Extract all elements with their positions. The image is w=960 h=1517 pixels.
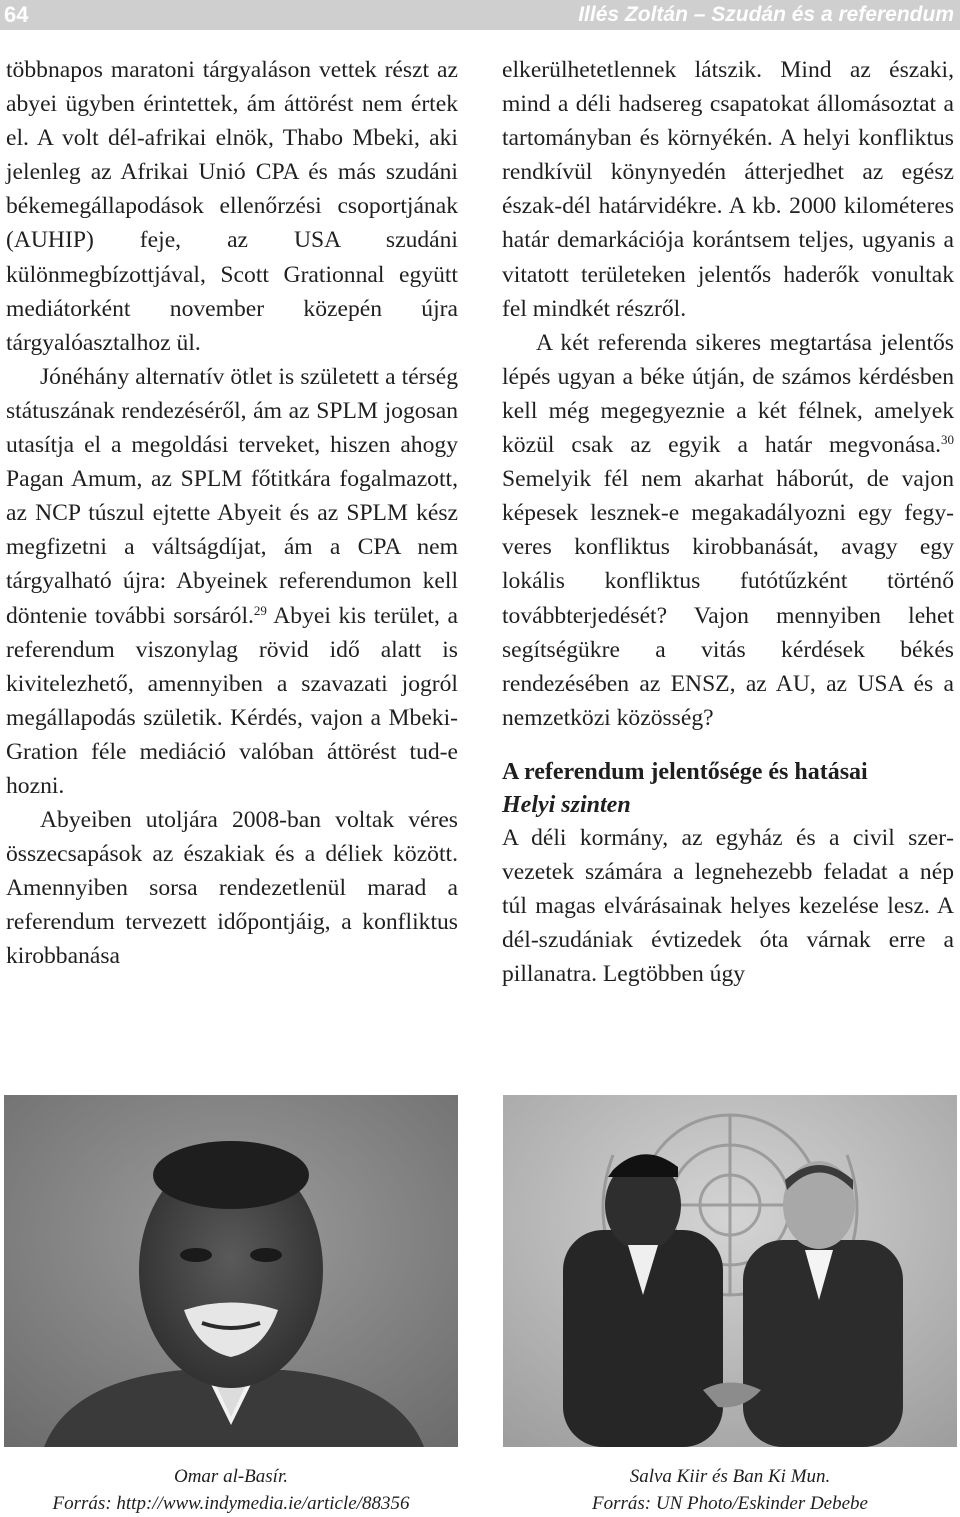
running-header [0,0,960,30]
paragraph: Jónéhány alternatív ötlet is született a térség státuszának rendezéséről, ám az SPLM jogosan utasítja el a megoldási terveket, hiszen ahogy Pagan Amum, az SPLM főtitkára fogalmazott, az NCP túszul ejtette Abyeit és az SPLM kész megfizetni a váltságdíjat, ám a CPA nem tárgyalható újra: Abyeinek referendumon kell döntenie további sorsáról.$^{29}$ Abyei kis terület, a referendum viszonylag rövid idő alatt is kivitelezhető, amennyiben a szavazati jogról megállapodás születik. Kérdés, vajon a Mbeki-Gration féle mediáció valóban áttörést tud-e hozni. [6,363,459,799]
paragraph: A két referenda sikeres megtartása jelentős lépés ugyan a béke útján, de számos kérdésben kell még megegyeznie a két félnek, amelyek közül csak az egyik a határ megvonása.$^{30}$ Semelyik fél nem akarhat háborút, de vajon képesek lesznek-e megakadályozni egy fegyveres konfliktus kirobbanását, avagy egy lokális konfliktus futótűzként történő továbbterjedését? Vajon mennyiben lehet segítségükre a vitás kérdések békés rendezésében az ENSZ, az AU, az USA és a nemzetközi közösség? [502,329,954,731]
handshake-photo-image [503,1095,957,1447]
left-text-column [6,53,458,974]
footnote-marker: 29 [253,602,267,618]
paragraph: többnapos maratoni tárgyaláson vettek részt az abyei ügyben érintettek, ám áttörést nem értek el. A volt dél-afrikai elnök, Thabo Mbeki, aki jelenleg az Afrikai Unió CPA és más szudáni békemegállapodások ellenőrzési csoportjának (AUHIP) feje, az USA szudáni különmegbízottjával, Scott Grationnal együtt mediátorként november közepén újra tárgyalóasztalhoz ül. [6,57,458,356]
paragraph: Abyeiben utoljára 2008-ban voltak véres összecsapások az északiak és a déliek között. Amennyiben sorsa rendezetlenül marad a referendum tervezett időpontjáig, a konfliktus kirobbanása [6,807,458,970]
portrait-photo-image [4,1095,458,1447]
paragraph: elkerülhetetlennek látszik. Mind az északi, mind a déli hadsereg csapatokat állomásoztat a tartományban és környékén. A helyi konfliktus rendkívül könynyedén átterjedhet az egész észak-dél határvidékre. A kb. 2000 kilométeres határ demarkációja korántsem teljes, ugyanis a vitatott területeken jelentős haderők vonultak fel mindkét részről. [502,57,954,322]
portrait-photo [4,1095,458,1447]
caption-title: Salva Kiir és Ban Ki Mun. [629,1466,831,1487]
caption-title: Omar al-Basír. [173,1466,288,1487]
right-photo-caption [503,1463,957,1517]
caption-source: Forrás: UN Photo/Eskinder Debebe [592,1493,868,1514]
footnote-marker: 30 [941,432,954,448]
page-number: 64 [4,2,29,27]
sub-heading: Helyi szinten [502,791,631,818]
handshake-photo [503,1095,957,1447]
right-text-column [502,53,954,991]
paragraph: A déli kormány, az egyház és a civil szervezetek számára a legnehezebb feladat a nép túl magas elvárásainak helyes kezelése lesz. A dél-szudániak évtizedek óta várnak erre a pillanatra. Legtöbben úgy [502,824,954,988]
section-heading: A referendum jelentősége és hatásai [502,758,868,785]
left-photo-caption [4,1463,458,1517]
caption-source: Forrás: http://www.indymedia.ie/article/88356 [52,1493,410,1514]
running-head-title: Illés Zoltán – Szudán és a referendum [578,3,954,26]
